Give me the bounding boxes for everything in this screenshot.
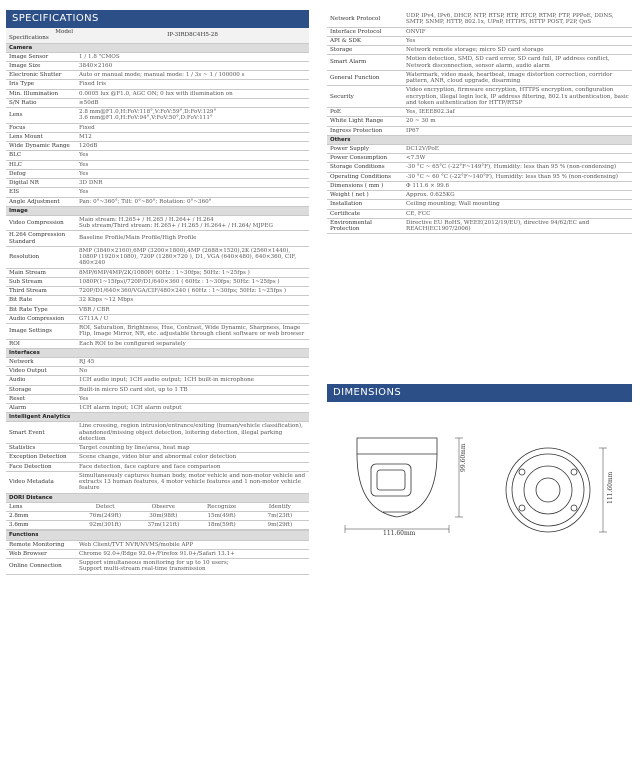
spec-key: Audio [6,376,76,385]
spec-value [76,169,309,178]
spec-value [76,314,309,323]
spec-row-audio [6,376,309,385]
width-label: 111.60mm [383,530,416,537]
spec-row-image-size [6,61,309,70]
spec-key: Image Settings [6,324,76,340]
dori-header-row [6,503,309,512]
dori-row [6,502,309,531]
spec-value [403,27,632,36]
spec-value-line: Video encryption, firmware encryption, HTTPS encryption, configuration encryption, illegal login lock, IP address filtering, 802.1x authentication, basic and token authentication for HTTP/RTSP [406,87,629,106]
spec-key: Face Detection [6,462,76,471]
spec-value-line: 720P/D1/640×360/VGA/CIF/480×240 ( 60Hz : 1~30fps; 50Hz: 1~25fps ) [79,288,287,295]
spec-key: Bit Rate Type [6,305,76,314]
spec-key: Main Stream [6,268,76,277]
spec-value-line: Yes [79,189,89,196]
spec-value-line: Support simultaneous monitoring for up to 10 users; [79,560,229,567]
spec-key: Angle Adjustment [6,197,76,206]
spec-value-line: 2.8 mm@F1.0,H:FoV:118°,V:FoV:59°,D:FoV:129° [79,109,217,116]
spec-key: Video Output [6,367,76,376]
spec-key: Image Size [6,61,76,70]
spec-row-smart-event [6,422,309,444]
spec-value [403,191,632,200]
base-diameter-label: 111.60mm [607,471,614,504]
spec-row-online-connection [6,559,309,575]
spec-value-line: Simultaneously captures human body, motor vehicle and non-motor vehicle and extracts 13 human features, 4 motor vehicle features and 1 non-motor vehicle feature [79,472,306,492]
spec-row-wide-dynamic-range [6,142,309,151]
spec-key: White Light Range [327,117,403,126]
spec-row-bit-rate-type [6,305,309,314]
spec-value [76,559,309,575]
spec-value-line: ROI, Saturation, Brightness, Hue, Contrast, Wide Dynamic, Sharpness, Image Flip, Image Mirror, NR, etc. adjustable through client software or web browser [79,325,305,338]
spec-value [76,324,309,340]
dori-cell: 30m(98ft) [134,511,192,520]
spec-value-line: 32 Kbps ~12 Mbps [79,297,134,304]
spec-value-line: Directive EU RoHS, WEEE(2012/19/EU), directive 94/62/EC and REACH(EC1907/2006) [406,219,590,233]
spec-value-line: No [79,368,88,375]
spec-value-line: Yes [79,152,89,159]
spec-value [76,376,309,385]
spec-value-line: Yes [79,395,89,402]
spec-value-line: Network remote storage; micro SD card storage [406,47,544,53]
spec-row-image-settings [6,324,309,340]
right-column [327,12,632,234]
spec-row-storage-conditions [327,163,632,172]
dori-column-header: Observe [134,503,192,512]
spec-row-poe [327,108,632,117]
dori-column-header: Identify [251,503,309,512]
spec-value [76,453,309,462]
spec-value-line: Face detection, face capture and face comparison [79,463,221,470]
spec-key: Installation [327,200,403,209]
spec-key: Third Stream [6,287,76,296]
model-number: IP-3IRD8C4H5-28 [76,28,309,43]
spec-value-line: Sub stream/Third stream: H.265+ / H.265 / H.264+ / H.264/ MJPEG [79,223,273,230]
spec-value-line: Main stream: H.265+ / H.265 / H.264+ / H.264 [79,216,214,223]
spec-row-roi [6,339,309,348]
spec-key: Dimensions ( mm ) [327,181,403,190]
spec-value [76,246,309,268]
spec-key: H.264 Compression Standard [6,231,76,247]
dori-cell: 76m(249ft) [76,511,134,520]
spec-key: Ingress Protection [327,126,403,135]
spec-value-line: 3.6 mm@F1.0,H:FoV:94°,V:FoV:50°,D:FoV:111° [79,115,213,122]
spec-value [403,70,632,86]
spec-value-line: 1 / 1.8 "CMOS [79,53,120,60]
spec-key: Audio Compression [6,314,76,323]
spec-value [76,462,309,471]
spec-row-white-light-range [327,117,632,126]
spec-key: Video Metadata [6,471,76,493]
spec-value [76,394,309,403]
dimensions-banner: DIMENSIONS [327,384,632,402]
dori-data-row [6,511,309,520]
spec-value-line: Watermark, video mask, heartbeat, image distortion correction, corridor pattern, ANR, cloud upgrade, disarming [406,71,613,84]
spec-key: Environmental Protection [327,218,403,234]
spec-value-line: M12 [79,133,92,140]
height-label: 99.60mm [460,443,467,472]
spec-row-exception-detection [6,453,309,462]
spec-key: S/N Ratio [6,98,76,107]
spec-key: Digital NR [6,179,76,188]
spec-row-smart-alarm [327,55,632,71]
section-header [6,413,309,422]
spec-value-line: RJ 45 [79,358,95,365]
spec-value-line: ≥50dB [79,99,99,106]
spec-row-reset [6,394,309,403]
spec-key: Storage [327,46,403,55]
spec-value-line: Ceiling mounting; Wall mounting [406,201,500,208]
spec-key: Certificate [327,209,403,218]
spec-value [403,218,632,234]
spec-value [76,277,309,286]
spec-row-weight-net [327,191,632,200]
spec-value-line: -30 °C ~ 60 °C (-22°F~140°F), Humidity: less than 95 % (non-condensing) [406,173,618,180]
spec-value-line: UDP, IPv4, IPv6, DHCP, NTP, RTSP, RTP, RTCP, RTMP, FTP, PPPoE, DDNS, SMTP, SNMP, HTTP, 802.1x, UPnP, HTTPS, HTTP POST, P2P, QoS [406,13,614,26]
spec-row-sub-stream [6,277,309,286]
spec-key: Sub Stream [6,277,76,286]
spec-value [76,151,309,160]
section-title: Camera [6,43,309,52]
spec-value-line: 3D DNR [79,180,103,187]
dori-column-header: Recognize [193,503,251,512]
spec-value [76,549,309,558]
spec-value-line: ONVIF [406,28,426,35]
spec-row-security [327,86,632,108]
spec-value-line: 8MP/6MP/4MP/2K/1080P( 60Hz : 1~30fps; 50Hz: 1~25fps ) [79,269,250,276]
spec-key: Smart Event [6,422,76,444]
spec-row-hlc [6,160,309,169]
spec-key: Reset [6,394,76,403]
left-column [6,10,309,575]
spec-key: EIS [6,188,76,197]
spec-value-line: CE, FCC [406,210,431,217]
spec-row-installation [327,200,632,209]
spec-row-audio-compression [6,314,309,323]
spec-value [403,117,632,126]
spec-value [403,163,632,172]
spec-row-h-264-compression-standard [6,231,309,247]
spec-value-line: 1CH audio input; 1CH audio output; 1CH built-in microphone [79,377,254,384]
spec-row-storage [6,385,309,394]
spec-key: Storage Conditions [327,163,403,172]
spec-value [403,108,632,117]
base-view-drawing [506,448,607,532]
section-title: Others [327,135,632,144]
spec-key: Image Sensor [6,52,76,61]
spec-key: Network Protocol [327,12,403,27]
spec-value [403,36,632,45]
spec-key: Iris Type [6,80,76,89]
section-header [6,206,309,215]
spec-value-line: 120dB [79,143,98,150]
spec-key: Storage [6,385,76,394]
spec-value [76,132,309,141]
spec-value-line: Yes [79,170,89,177]
spec-value [403,181,632,190]
spec-key: Network [6,357,76,366]
spec-value [76,179,309,188]
spec-value-line: Baseline Profile/Main Profile/High Profile [79,235,197,242]
spec-row-power-supply [327,144,632,153]
spec-key: Min. Illumination [6,89,76,98]
spec-value-line: Φ 111.6 × 99.6 [406,182,450,189]
spec-value [76,231,309,247]
spec-key: Web Browser [6,549,76,558]
spec-value [76,540,309,549]
spec-value [403,144,632,153]
spec-value-line: Approx. 0.625KG [406,192,455,199]
spec-key: Statistics [6,444,76,453]
spec-key: Electronic Shutter [6,71,76,80]
spec-value [76,80,309,89]
spec-row-general-function [327,70,632,86]
spec-value-line: Chrome 92.0+/Edge 92.0+/Firefox 91.0+/Safari 13.1+ [79,550,235,557]
spec-row-ingress-protection [327,126,632,135]
spec-key: Video Compression [6,215,76,231]
spec-key: Weight ( net ) [327,191,403,200]
dimensions-section [327,384,632,562]
spec-key: Lens [6,108,76,124]
spec-row-iris-type [6,80,309,89]
spec-row-remote-monitoring [6,540,309,549]
section-header [6,493,309,502]
spec-key: Remote Monitoring [6,540,76,549]
spec-value [76,215,309,231]
spec-row-angle-adjustment [6,197,309,206]
spec-row-environmental-protection [327,218,632,234]
spec-value-line: Motion detection, SMD, SD card error, SD card full, IP address conflict, Network disconnection, sensor alarm, audio alarm [406,56,610,69]
spec-value-line: Yes [79,161,89,168]
spec-value-line: Yes [406,37,416,44]
spec-row-api-sdk [327,36,632,45]
dori-column-header: Detect [76,503,134,512]
spec-key: Online Connection [6,559,76,575]
spec-row-network-protocol [327,12,632,27]
section-title: Image [6,206,309,215]
spec-value [76,197,309,206]
spec-value-line: 3840×2160 [79,62,113,69]
dori-column-header: Lens [6,503,76,512]
spec-row-operating-conditions [327,172,632,181]
spec-row-lens [6,108,309,124]
dimension-drawing [327,402,632,562]
spec-value [76,160,309,169]
spec-value [76,61,309,70]
dori-cell: 18m(59ft) [193,521,251,530]
spec-row-blc [6,151,309,160]
spec-value-line: -30 °C ~ 65°C (-22°F~149°F), Humidity: less than 95 % (non-condensing) [406,164,617,171]
spec-key: Operating Conditions [327,172,403,181]
spec-value [403,126,632,135]
spec-value [76,188,309,197]
spec-row-focus [6,123,309,132]
spec-value [76,305,309,314]
spec-key: ROI [6,339,76,348]
dori-cell: 7m(23ft) [251,511,309,520]
spec-row-third-stream [6,287,309,296]
section-header [6,531,309,540]
spec-value-line: DC12V/PoE [406,145,439,152]
spec-key: Alarm [6,404,76,413]
dori-cell: 37m(121ft) [134,521,192,530]
spec-value [76,385,309,394]
spec-row-web-browser [6,549,309,558]
spec-value [403,46,632,55]
section-title: Functions [6,531,309,540]
spec-value-line: Fixed [79,124,95,131]
spec-value [403,209,632,218]
spec-key: Resolution [6,246,76,268]
dori-cell: 92m(301ft) [76,521,134,530]
side-view-drawing [345,438,463,533]
spec-key: Power Consumption [327,154,403,163]
spec-value [76,404,309,413]
spec-value [76,357,309,366]
spec-value-line: Web Client/TVT NVR/NVMS/mobile APP [79,541,194,548]
spec-value-line: 1080P(1~15fps)/720P/D1/640×360 ( 60Hz : 1~30fps; 50Hz: 1~25fps ) [79,278,280,285]
spec-row-network [6,357,309,366]
spec-value [403,172,632,181]
spec-value [76,422,309,444]
spec-key: Interface Protocol [327,27,403,36]
spec-key: Bit Rate [6,296,76,305]
spec-value [76,142,309,151]
spec-value-line: Support multi-stream real-time transmission [79,566,206,573]
spec-row-power-consumption [327,154,632,163]
spec-row-video-compression [6,215,309,231]
spec-value [76,471,309,493]
dori-cell: 15m(49ft) [193,511,251,520]
spec-row-eis [6,188,309,197]
spec-value [76,296,309,305]
spec-value [403,200,632,209]
spec-key: Power Supply [327,144,403,153]
spec-value [403,12,632,27]
section-header [6,43,309,52]
spec-value-line: 0.0005 lux @F1.0, AGC ON; 0 lux with illumination on [79,90,233,97]
spec-value-line: Auto or manual mode; manual mode: 1 / 3s ~ 1 / 100000 s [79,72,245,79]
spec-value [76,367,309,376]
spec-row-dimensions-mm [327,181,632,190]
spec-row-resolution [6,246,309,268]
dori-cell: 9m(29ft) [251,521,309,530]
dimensions-drawing-area [327,402,632,562]
specifications-label: Specifications [9,35,49,42]
spec-key: Wide Dynamic Range [6,142,76,151]
spec-key: PoE [327,108,403,117]
spec-value-line: VBR / CBR [79,306,110,313]
dori-cell: 2.8mm [6,511,76,520]
spec-row-video-metadata [6,471,309,493]
spec-key: Focus [6,123,76,132]
spec-value [76,52,309,61]
dori-cell: 3.6mm [6,521,76,530]
spec-value-line: <7.5W [406,155,426,162]
spec-value [403,55,632,71]
model-header-labels [6,28,76,43]
spec-value-line: Line crossing, region intrusion/entrance/exiting (human/vehicle classification), abandoned/missing object detection, loitering detection, illegal parking detection [79,423,303,442]
spec-key: Exception Detection [6,453,76,462]
spec-value-line: Target counting by line/area, heat map [79,445,190,452]
spec-value-line: Fixed Iris [79,81,107,88]
spec-row-s-n-ratio [6,98,309,107]
spec-value [76,444,309,453]
spec-value-line: 8MP (3840×2160),6MP (3200×1800),4MP (2688×1520),2K (2560×1440), 1080P (1920×1080), 720P (1280×720 ), D1, VGA (640×480), 640×360, CIF, 480×240 [79,247,297,267]
spec-row-bit-rate [6,296,309,305]
spec-value-line: Yes, IEEE802.3af [406,109,455,115]
spec-value [403,86,632,108]
spec-key: API & SDK [327,36,403,45]
spec-value-line: IP67 [406,127,420,134]
spec-value [76,123,309,132]
model-label: Model [55,29,73,35]
spec-row-min-illumination [6,89,309,98]
spec-key: Defog [6,169,76,178]
spec-value [76,89,309,98]
spec-key: General Function [327,70,403,86]
spec-row-main-stream [6,268,309,277]
section-title: Intelligent Analytics [6,413,309,422]
spec-value-line: 20 ~ 30 m [406,118,436,125]
spec-row-lens-mount [6,132,309,141]
spec-value [403,154,632,163]
section-title: DORI Distance [6,493,309,502]
spec-value-line: Pan: 0°~360°; Tilt: 0°~80°; Rotation: 0°~360° [79,198,212,205]
spec-row-video-output [6,367,309,376]
spec-value [76,339,309,348]
spec-row-defog [6,169,309,178]
spec-row-statistics [6,444,309,453]
spec-value-line: Each ROI to be configured separately [79,340,186,347]
spec-table-left [6,28,309,575]
spec-value [76,98,309,107]
spec-value-line: Scene change, video blur and abnormal color detection [79,454,237,461]
section-title: Interfaces [6,348,309,357]
dori-table [6,503,309,531]
spec-row-digital-nr [6,179,309,188]
section-header [327,135,632,144]
spec-value-line: G711A / U [79,315,109,322]
spec-table-right [327,12,632,234]
spec-row-face-detection [6,462,309,471]
spec-value [76,287,309,296]
spec-row-storage [327,46,632,55]
specifications-banner: SPECIFICATIONS [6,10,309,28]
spec-key: BLC [6,151,76,160]
spec-value [76,268,309,277]
spec-value-line: Built-in micro SD card slot, up to 1 TB [79,386,188,393]
spec-row-interface-protocol [327,27,632,36]
spec-key: Lens Mount [6,132,76,141]
spec-row-image-sensor [6,52,309,61]
spec-row-electronic-shutter [6,71,309,80]
spec-row-alarm [6,404,309,413]
spec-row-certificate [327,209,632,218]
section-header [6,348,309,357]
spec-value [76,71,309,80]
spec-key: Smart Alarm [327,55,403,71]
spec-key: HLC [6,160,76,169]
spec-value [76,108,309,124]
model-header-row [6,28,309,43]
spec-value-line: 1CH alarm input; 1CH alarm output [79,405,182,412]
dori-data-row [6,521,309,530]
spec-key: Security [327,86,403,108]
